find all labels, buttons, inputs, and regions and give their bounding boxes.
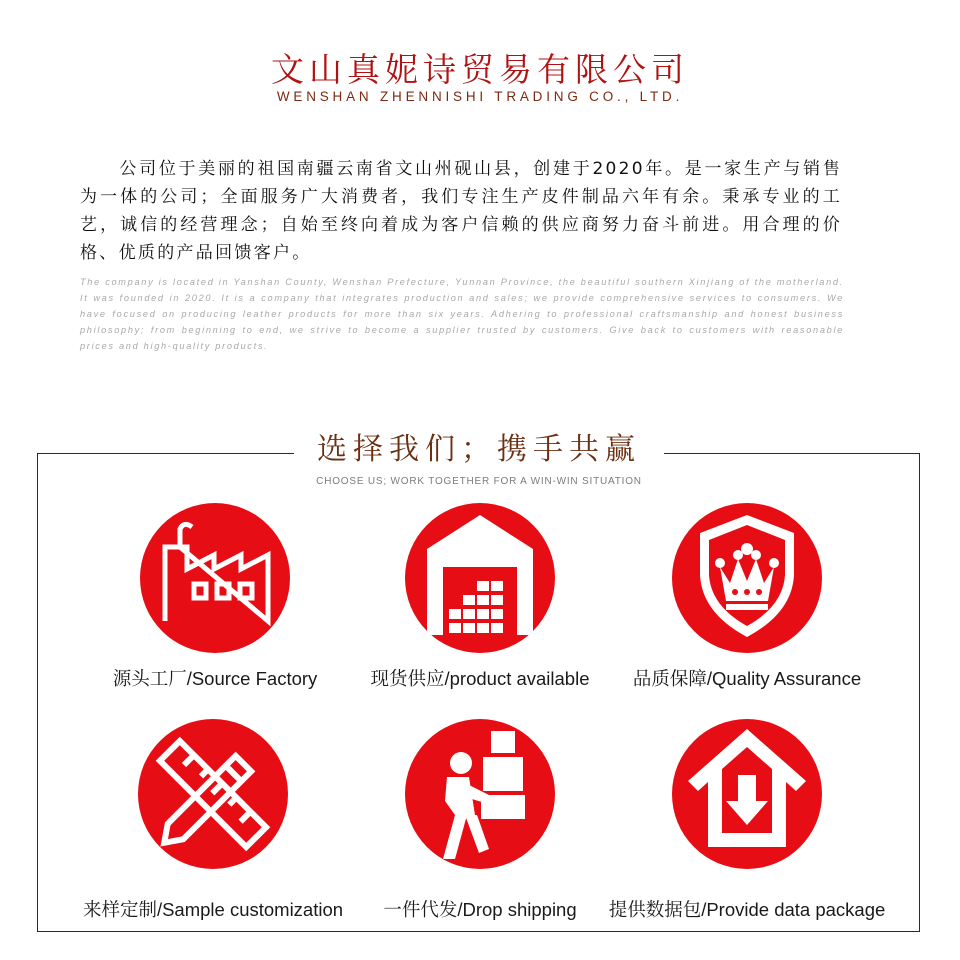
section-subtitle: CHOOSE US; WORK TOGETHER FOR A WIN-WIN SITUATION — [316, 476, 642, 487]
section-title: 选择我们；携手共赢 — [317, 432, 641, 467]
feature-label-sample-customization: 来样定制/Sample customization — [82, 899, 344, 920]
feature-label-drop-shipping: 一件代发/Drop shipping — [383, 899, 577, 920]
feature-label-provide-data-package: 提供数据包/Provide data package — [608, 899, 886, 920]
company-name: 文山真妮诗贸易有限公司 — [271, 50, 689, 89]
ruler-pencil-icon — [138, 719, 288, 869]
feature-label-product-available: 现货供应/product available — [370, 668, 590, 689]
feature-label-source-factory: 源头工厂/Source Factory — [112, 668, 318, 689]
section-header — [294, 418, 664, 487]
shield-crown-icon — [672, 503, 822, 653]
house-download-icon — [672, 719, 822, 869]
feature-label-quality-assurance: 品质保障/Quality Assurance — [632, 668, 862, 689]
warehouse-icon — [405, 503, 555, 653]
intro-text-cn: 公司位于美丽的祖国南疆云南省文山州砚山县，创建于2020年。是一家生产与销售为一体的公司；全面服务广大消费者，我们专注生产皮件制品六年有余。秉承专业的工艺，诚信的经营理念；自始至终向着成为客户信赖的供应商努力奋斗前进。用合理的价格、优质的产品回馈客户。 — [80, 159, 842, 263]
delivery-person-icon — [405, 719, 555, 869]
factory-icon — [140, 503, 290, 653]
company-name-en: WENSHAN ZHENNISHI TRADING CO., LTD. — [276, 89, 684, 104]
intro-text-en: The company is located in Yanshan County, Wenshan Prefecture, Yunnan Province, the beautiful southern Xinjiang of the motherland. It was founded in 2020. It is a company that integrates production and sales; we provide comprehensive services to consumers. We have focused on producing leather products for more than six years. Adhering to professional craftsmanship and honest business philosophy; from beginning to end, we strive to become a supplier trusted by customers. Give back to customers with reasonable prices and high-quality products. — [80, 277, 844, 351]
